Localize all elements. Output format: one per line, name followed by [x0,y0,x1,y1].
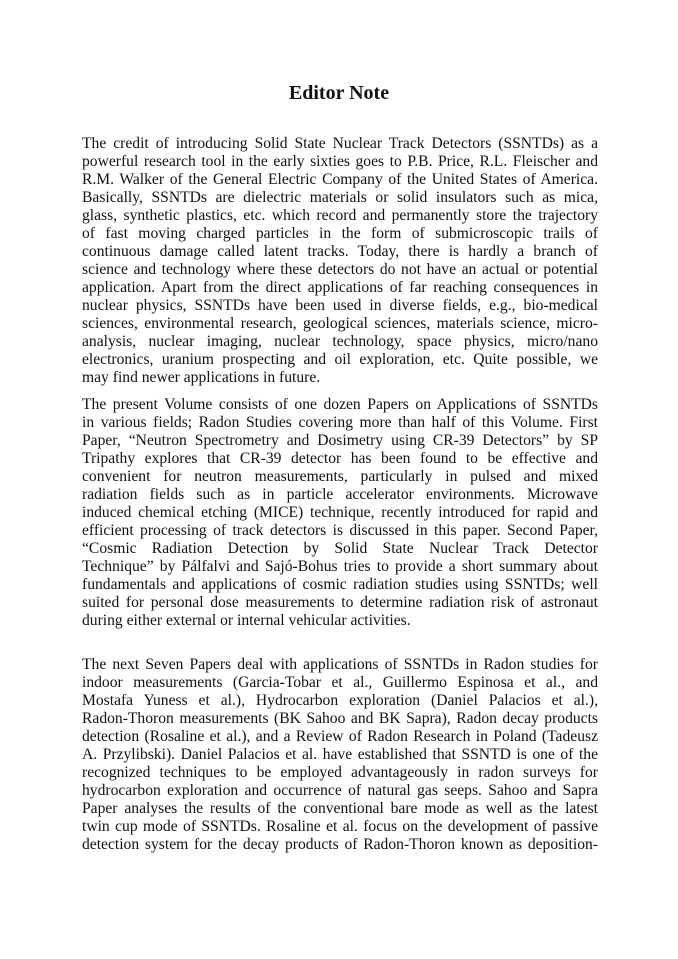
text-line: application. Apart from the direct applications of far reaching consequences in [82,279,598,296]
page-title: Editor Note [288,82,390,104]
text-line: fundamentals and applications of cosmic radiation studies using SSNTDs; well [82,576,598,593]
text-line: hydrocarbon exploration and occurrence of natural gas seeps. Sahoo and Sapra [82,782,598,799]
text-line: continuous damage called latent tracks. Today, there is hardly a branch of [82,243,598,260]
text-line: The credit of introducing Solid State Nuclear Track Detectors (SSNTDs) as a [82,135,598,152]
text-line: R.M. Walker of the General Electric Company of the United States of America. [82,171,598,188]
text-line: “Cosmic Radiation Detection by Solid State Nuclear Track Detector [82,540,598,557]
text-line: Tripathy explores that CR-39 detector has been found to be effective and [82,450,598,467]
text-line: analysis, nuclear imaging, nuclear technology, space physics, micro/nano [82,333,598,350]
text-line: Mostafa Yuness et al.), Hydrocarbon exploration (Daniel Palacios et al.), [82,692,598,709]
text-line: efficient processing of track detectors is discussed in this paper. Second Paper, [82,522,598,539]
paragraph-intro [82,135,598,387]
text-line: electronics, uranium prospecting and oil exploration, etc. Quite possible, we [82,351,598,368]
text-line: A. Przylibski). Daniel Palacios et al. have established that SSNTD is one of the [82,746,598,763]
text-line: sciences, environmental research, geological sciences, materials science, micro- [82,315,598,332]
text-line: may find newer applications in future. [82,369,321,386]
text-line: detection (Rosaline et al.), and a Review of Radon Research in Poland (Tadeusz [82,728,598,745]
text-line: induced chemical etching (MICE) technique, recently introduced for rapid and [82,504,598,521]
text-line: convenient for neutron measurements, particularly in pulsed and mixed [82,468,598,485]
paragraph-radon-papers [82,656,598,854]
text-line: nuclear physics, SSNTDs have been used in diverse fields, e.g., bio-medical [82,297,598,314]
text-line: The next Seven Papers deal with applications of SSNTDs in Radon studies for [82,656,598,673]
text-line: Basically, SSNTDs are dielectric materials or solid insulators such as mica, [82,189,598,206]
text-line: science and technology where these detectors do not have an actual or potential [82,261,598,278]
text-line: detection system for the decay products of Radon-Thoron known as deposition- [82,836,598,853]
text-line: Paper, “Neutron Spectrometry and Dosimetry using CR-39 Detectors” by SP [82,432,598,449]
text-line: powerful research tool in the early sixties goes to P.B. Price, R.L. Fleischer and [82,153,598,170]
text-line: glass, synthetic plastics, etc. which record and permanently store the trajectory [82,207,598,224]
text-line: The present Volume consists of one dozen Papers on Applications of SSNTDs [82,396,598,413]
text-line: in various fields; Radon Studies covering more than half of this Volume. First [82,414,598,431]
text-line: twin cup mode of SSNTDs. Rosaline et al. focus on the development of passive [82,818,598,835]
text-line: radiation fields such as in particle accelerator environments. Microwave [82,486,598,503]
text-line: during either external or internal vehicular activities. [82,612,411,629]
paragraph-volume-contents [82,396,598,630]
text-line: Technique” by Pálfalvi and Sajó-Bohus tries to provide a short summary about [82,558,598,575]
text-line: Paper analyses the results of the conventional bare mode as well as the latest [82,800,598,817]
text-line: of fast moving charged particles in the form of submicroscopic trails of [82,225,598,242]
text-line: suited for personal dose measurements to determine radiation risk of astronaut [82,594,598,611]
text-line: indoor measurements (Garcia-Tobar et al., Guillermo Espinosa et al., and [82,674,598,691]
text-line: Radon-Thoron measurements (BK Sahoo and BK Sapra), Radon decay products [82,710,598,727]
text-line: recognized techniques to be employed advantageously in radon surveys for [82,764,598,781]
